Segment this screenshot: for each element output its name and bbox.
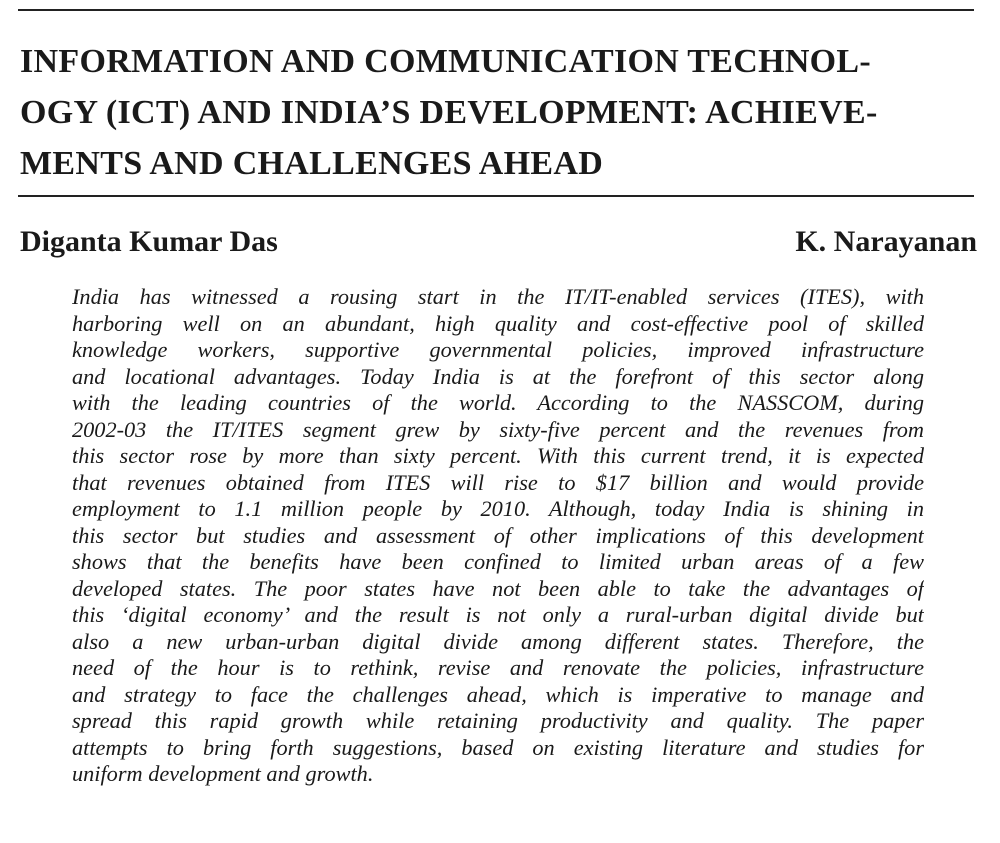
abstract-line: and strategy to face the challenges ahead, which is imperative to manage and — [72, 681, 924, 707]
abstract-line: India has witnessed a rousing start in the IT/IT-enabled services (ITES), with — [72, 284, 924, 309]
abstract-line: this ‘digital economy’ and the result is not only a rural-urban digital divide but — [72, 602, 924, 627]
abstract-line: also a new urban-urban digital divide among different states. Therefore, the — [72, 628, 924, 654]
abstract-line: that revenues obtained from ITES will rise to $17 billion and would provide — [72, 469, 924, 495]
abstract-line: uniform development and growth. — [72, 761, 374, 786]
abstract-line: developed states. The poor states have not been able to take the advantages of — [72, 575, 924, 601]
abstract-line: this sector but studies and assessment of other implications of this development — [72, 522, 924, 548]
title-line: MENTS AND CHALLENGES AHEAD — [20, 145, 604, 182]
abstract-line: attempts to bring forth suggestions, based on existing literature and studies for — [72, 734, 924, 760]
author-row — [20, 222, 977, 262]
abstract-line: spread this rapid growth while retaining productivity and quality. The paper — [72, 708, 924, 733]
paper-title — [20, 36, 975, 189]
abstract-line: knowledge workers, supportive governmental policies, improved infrastructure — [72, 337, 924, 362]
abstract-line: employment to 1.1 million people by 2010. Although, today India is shining in — [72, 496, 924, 521]
title-line: INFORMATION AND COMMUNICATION TECHNOL- — [20, 43, 872, 80]
abstract-line: 2002-03 the IT/ITES segment grew by sixty-five percent and the revenues from — [72, 416, 924, 442]
title-line: OGY (ICT) AND INDIA’S DEVELOPMENT: ACHIEVE- — [20, 94, 878, 131]
abstract-line: need of the hour is to rethink, revise and renovate the policies, infrastructure — [72, 655, 924, 680]
abstract-line: shows that the benefits have been confined to limited urban areas of a few — [72, 549, 924, 574]
author-name-second: K. Narayanan — [795, 225, 977, 258]
bottom-rule — [18, 195, 974, 197]
top-rule — [18, 9, 974, 11]
abstract — [72, 284, 924, 788]
abstract-line: harboring well on an abundant, high quality and cost-effective pool of skilled — [72, 310, 924, 336]
abstract-line: this sector rose by more than sixty percent. With this current trend, it is expected — [72, 443, 924, 468]
abstract-line: with the leading countries of the world. According to the NASSCOM, during — [72, 390, 924, 415]
abstract-line: and locational advantages. Today India is at the forefront of this sector along — [72, 363, 924, 389]
author-name-first: Diganta Kumar Das — [20, 225, 278, 258]
